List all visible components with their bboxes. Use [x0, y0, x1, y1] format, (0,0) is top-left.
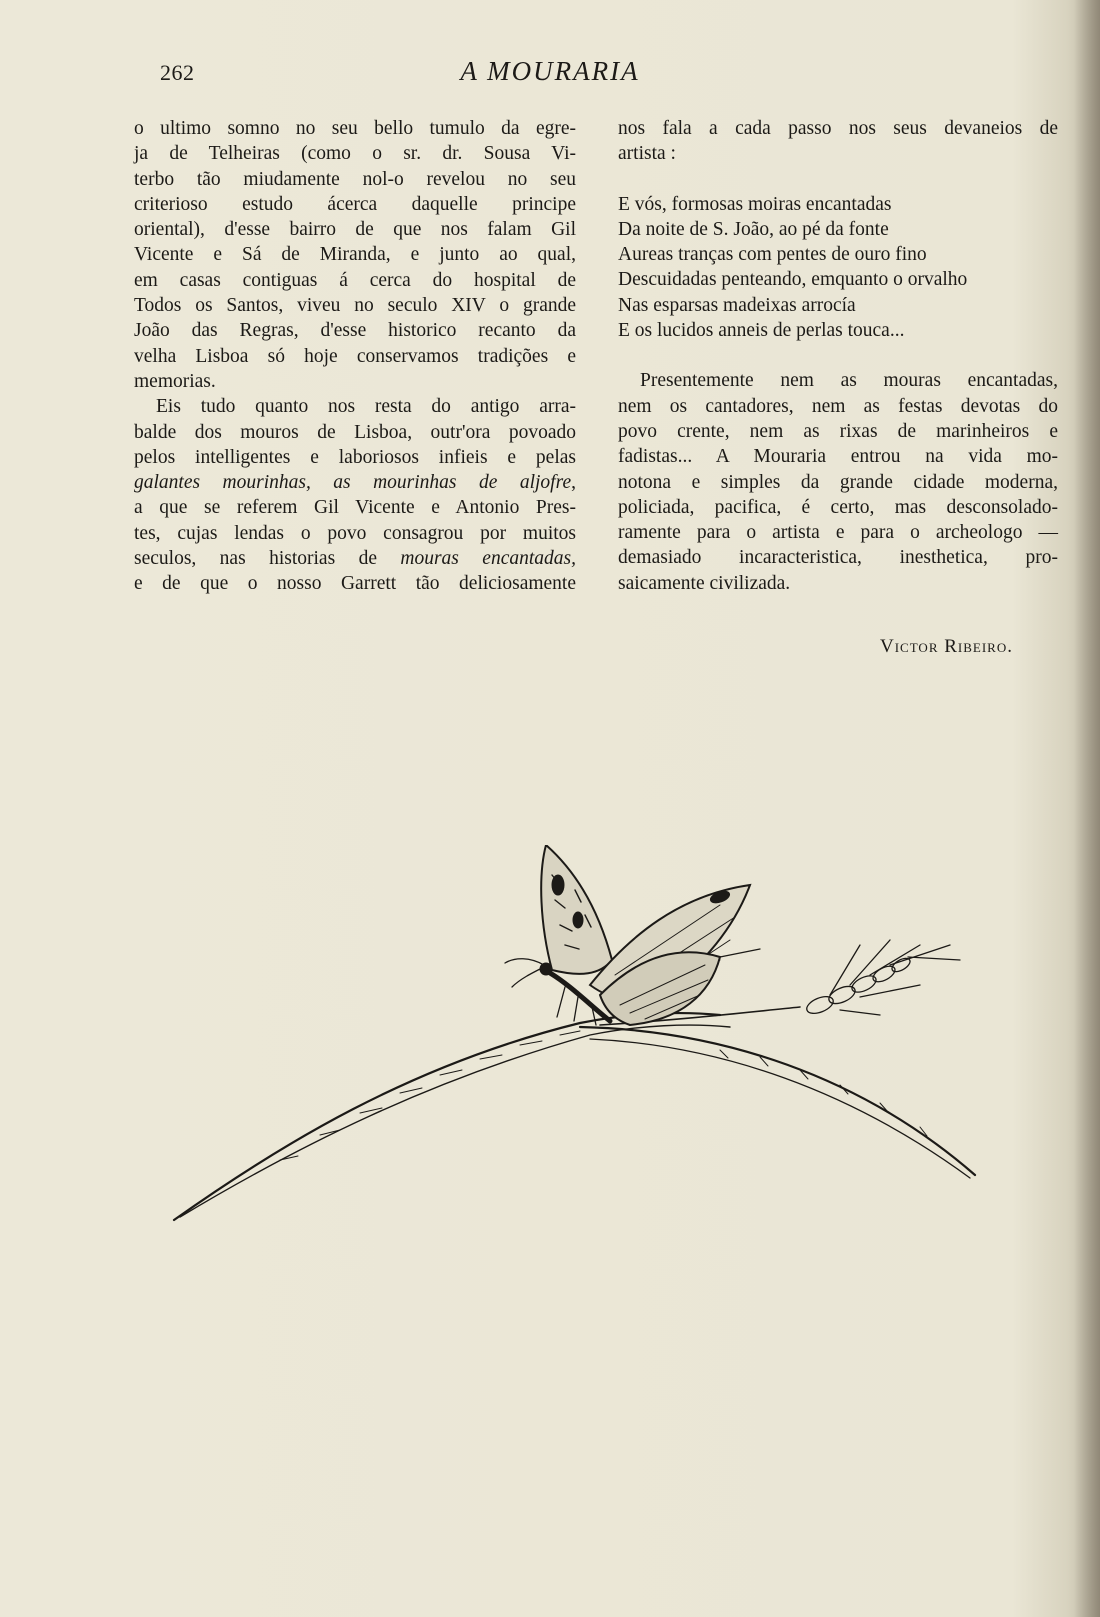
- verse-line: Nas esparsas madeixas arrocía: [618, 294, 856, 316]
- text-line: notona e simples da grande cidade moderna,: [618, 471, 1058, 493]
- text-line: e de que o nosso Garrett tão deliciosamente: [134, 573, 576, 595]
- text-line: nem os cantadores, nem as festas devotas do: [618, 395, 1058, 417]
- text-line: Eis tudo quanto nos resta do antigo arra-: [156, 396, 576, 418]
- text-line: João das Regras, d'esse historico recanto da: [134, 320, 576, 342]
- author-signature: Victor Ribeiro.: [880, 636, 1013, 657]
- text-line: o ultimo somno no seu bello tumulo da egre-: [134, 118, 576, 139]
- text-line: em casas contiguas á cerca do hospital de: [134, 269, 576, 291]
- comma: ,: [571, 472, 576, 494]
- text-line: criterioso estudo ácerca daquelle principe: [134, 193, 576, 215]
- text-line: policiada, pacifica, é certo, mas desconsolado-: [618, 496, 1058, 518]
- italic-phrase: mouras encantadas,: [400, 548, 576, 570]
- text-line: terbo tão miudamente nol-o revelou no seu: [134, 168, 576, 190]
- verse-line: Descuidadas penteando, emquanto o orvalho: [618, 269, 968, 291]
- text-line: balde dos mouros de Lisboa, outr'ora povoado: [134, 421, 576, 443]
- running-title: A MOURARIA: [460, 56, 640, 86]
- text-line: Vicente e Sá de Miranda, e junto ao qual,: [134, 244, 576, 266]
- text-line: memorias.: [134, 370, 216, 392]
- text-span: seculos, nas historias de: [134, 548, 401, 570]
- verse-line: E os lucidos anneis de perlas touca...: [618, 320, 905, 342]
- text-line: tes, cujas lendas o povo consagrou por muitos: [134, 522, 576, 544]
- text-line: demasiado incaracteristica, inesthetica, pro-: [618, 547, 1058, 569]
- text-line: ramente para o artista e para o archeologo —: [618, 522, 1058, 544]
- text-line: pelos intelligentes e laboriosos infieis e pelas: [134, 446, 576, 468]
- text-line: artista :: [618, 143, 676, 165]
- text-line: povo crente, nem as rixas de marinheiros e: [618, 420, 1058, 442]
- text-line-mixed: [134, 546, 576, 571]
- verse-line: Aureas tranças com pentes de ouro fino: [618, 244, 927, 266]
- text-line: velha Lisboa só hoje conservamos tradições e: [134, 345, 576, 367]
- text-line: oriental), d'esse bairro de que nos falam Gil: [134, 219, 576, 241]
- text-line: nos fala a cada passo nos seus devaneios de: [618, 118, 1058, 139]
- right-column: [618, 116, 1058, 596]
- italic-phrase: galantes mourinhas, as mourinhas de aljofre: [134, 472, 572, 494]
- text-line-italic: [134, 470, 576, 495]
- page-edge-shadow: [1074, 0, 1100, 1617]
- text-line: ja de Telheiras (como o sr. dr. Sousa Vi-: [134, 143, 576, 165]
- verse-line: Da noite de S. João, ao pé da fonte: [618, 218, 889, 240]
- page-number: 262: [160, 60, 195, 85]
- left-column: [134, 116, 576, 597]
- text-line: fadistas... A Mouraria entrou na vida mo-: [618, 446, 1058, 468]
- text-line: a que se referem Gil Vicente e Antonio Pres-: [134, 497, 576, 519]
- butterfly-on-wheat-icon: [160, 845, 1020, 1235]
- verse-line: E vós, formosas moiras encantadas: [618, 193, 892, 215]
- text-line: saicamente civilizada.: [618, 572, 791, 594]
- text-line: Todos os Santos, viveu no seculo XIV o grande: [134, 295, 576, 317]
- text-line: Presentemente nem as mouras encantadas,: [640, 370, 1058, 392]
